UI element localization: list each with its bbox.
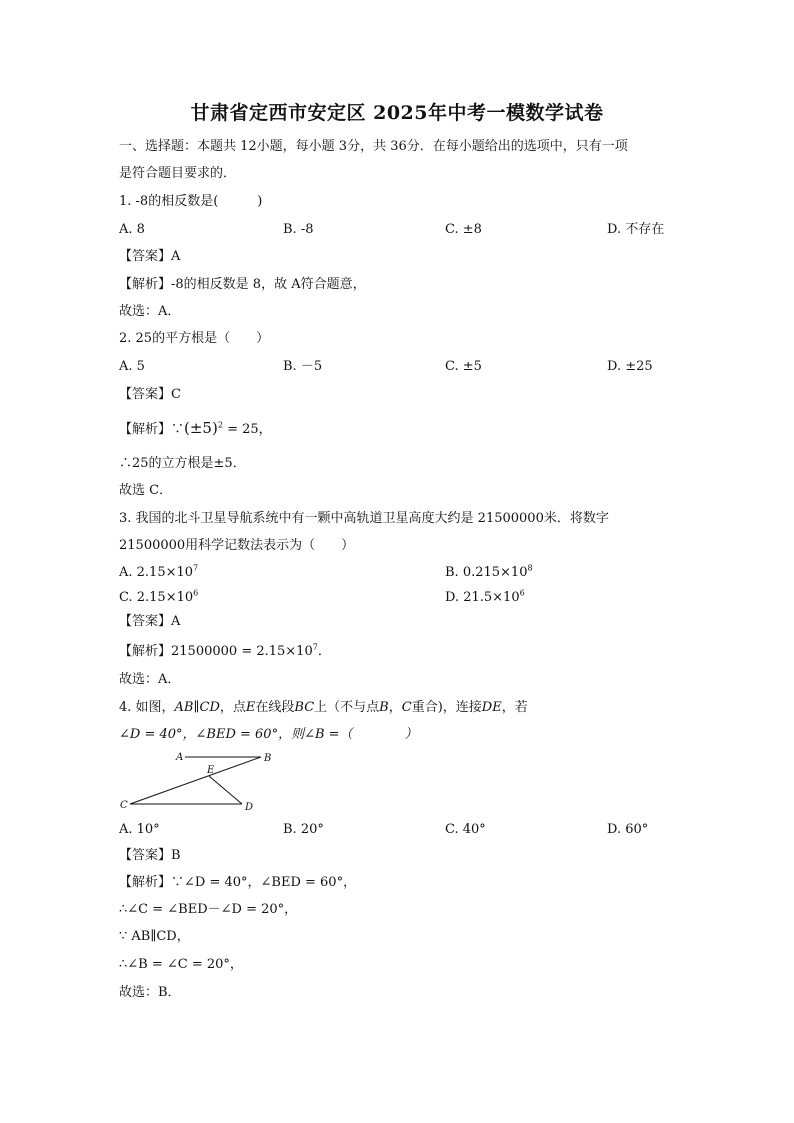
q4-analysis-2: ∴∠C = ∠BED－∠D = 20°，	[119, 902, 298, 917]
q4-option-c: C. 40°	[445, 822, 486, 837]
q3-stem: 3. 我国的北斗卫星导航系统中有一颗中高轨道卫星高度大约是 21500000米．将数字	[119, 511, 609, 526]
section-heading-cont: 是符合题目要求的．	[119, 166, 237, 181]
section-heading: 一、选择题：本题共 12小题，每小题 3分，共 36分．在每小题给出的选项中，只有一项	[119, 139, 628, 154]
q1-option-d: D. 不存在	[607, 222, 665, 237]
q4-option-b: B. 20°	[283, 822, 324, 837]
q3-option-c	[119, 589, 198, 607]
q1-analysis: 【解析】-8的相反数是 8，故 A符合题意，	[119, 277, 366, 292]
q4-option-a: A. 10°	[119, 822, 160, 837]
q3-option-c-base: C. 2.15×10	[119, 590, 194, 605]
q3-option-d	[445, 589, 525, 607]
q4-stem-b: B	[379, 700, 389, 715]
q3-analysis	[119, 643, 331, 661]
q4-analysis-4: ∴∠B = ∠C = 20°，	[119, 957, 243, 972]
q3-option-d-exp: 6	[519, 588, 525, 598]
q4-option-d: D. 60°	[607, 822, 649, 837]
q2-option-b: B. －5	[283, 359, 323, 374]
q1-option-b: B. -8	[283, 222, 314, 237]
q4-stem-line2: ∠D = 40°，∠BED = 60°，则∠B =（ ）	[119, 727, 418, 742]
q4-stem	[119, 699, 528, 717]
q2-conclusion: 故选 C．	[119, 483, 173, 498]
q3-analysis-prefix: 【解析】	[119, 644, 172, 659]
q4-conclusion: 故选：B．	[119, 985, 181, 1000]
segment-de	[209, 776, 242, 804]
q3-option-a-base: A. 2.15×10	[119, 565, 194, 580]
q2-analysis-prefix: 【解析】∵	[119, 422, 185, 437]
q2-analysis-exp: 2	[217, 420, 223, 430]
q4-geometry-diagram	[110, 746, 280, 816]
q2-option-d: D. ±25	[607, 359, 653, 374]
q4-stem-bc: BC	[294, 700, 315, 715]
q2-analysis	[119, 419, 272, 439]
q2-step: ∴25的立方根是±5．	[119, 456, 246, 471]
q1-option-a: A. 8	[119, 222, 145, 237]
q3-option-c-exp: 6	[193, 588, 199, 598]
q4-stem-part1: 4. 如图，	[119, 700, 175, 715]
q2-analysis-math: (±5)	[184, 419, 218, 437]
q3-option-a	[119, 564, 198, 582]
q4-stem-part7: ，若	[501, 700, 528, 715]
q4-analysis-3: ∵ AB∥CD，	[119, 929, 190, 944]
q1-conclusion: 故选：A．	[119, 304, 181, 319]
q3-analysis-suffix: ．	[317, 644, 331, 659]
page-title: 甘肃省定西市安定区 2025年中考一模数学试卷	[190, 102, 604, 124]
q2-analysis-suffix: = 25，	[222, 422, 272, 437]
q4-stem-part6: 重合)，连接	[411, 700, 482, 715]
q4-analysis-1: 【解析】∵∠D = 40°，∠BED = 60°，	[119, 875, 357, 890]
label-b: B	[264, 753, 272, 764]
q3-option-d-base: D. 21.5×10	[445, 590, 520, 605]
segment-bc	[130, 757, 261, 804]
q4-stem-c: C	[401, 700, 412, 715]
label-a: A	[176, 752, 184, 763]
q1-option-c: C. ±8	[445, 222, 482, 237]
q2-stem: 2. 25的平方根是（ ）	[119, 331, 270, 346]
q1-stem: 1. -8的相反数是( )	[119, 194, 263, 209]
q4-stem-part5: ，	[388, 700, 402, 715]
label-d: D	[245, 802, 254, 813]
q1-answer: 【答案】A	[119, 249, 181, 264]
q3-stem-cont: 21500000用科学记数法表示为（ ）	[119, 538, 355, 553]
q2-answer: 【答案】C	[119, 387, 181, 402]
q2-option-a: A. 5	[119, 359, 145, 374]
q4-answer: 【答案】B	[119, 848, 181, 863]
q3-option-b-base: B. 0.215×10	[445, 565, 528, 580]
q3-option-a-exp: 7	[193, 563, 199, 573]
q3-conclusion: 故选：A．	[119, 672, 181, 687]
q3-analysis-exp: 7	[312, 642, 318, 652]
q4-stem-part4: 上（不与点	[314, 700, 380, 715]
q4-stem-part3: 在线段	[255, 700, 295, 715]
q4-stem-de: DE	[481, 700, 502, 715]
q2-option-c: C. ±5	[445, 359, 482, 374]
q3-analysis-math: 21500000 = 2.15×10	[171, 644, 313, 659]
label-c: C	[120, 800, 128, 811]
q3-option-b	[445, 564, 533, 582]
q3-answer: 【答案】A	[119, 614, 181, 629]
label-e: E	[207, 765, 215, 776]
q4-stem-ab-cd: AB∥CD	[174, 700, 220, 715]
q4-stem-e: E	[245, 700, 256, 715]
q4-stem-part2: ，点	[219, 700, 246, 715]
q3-option-b-exp: 8	[527, 563, 533, 573]
